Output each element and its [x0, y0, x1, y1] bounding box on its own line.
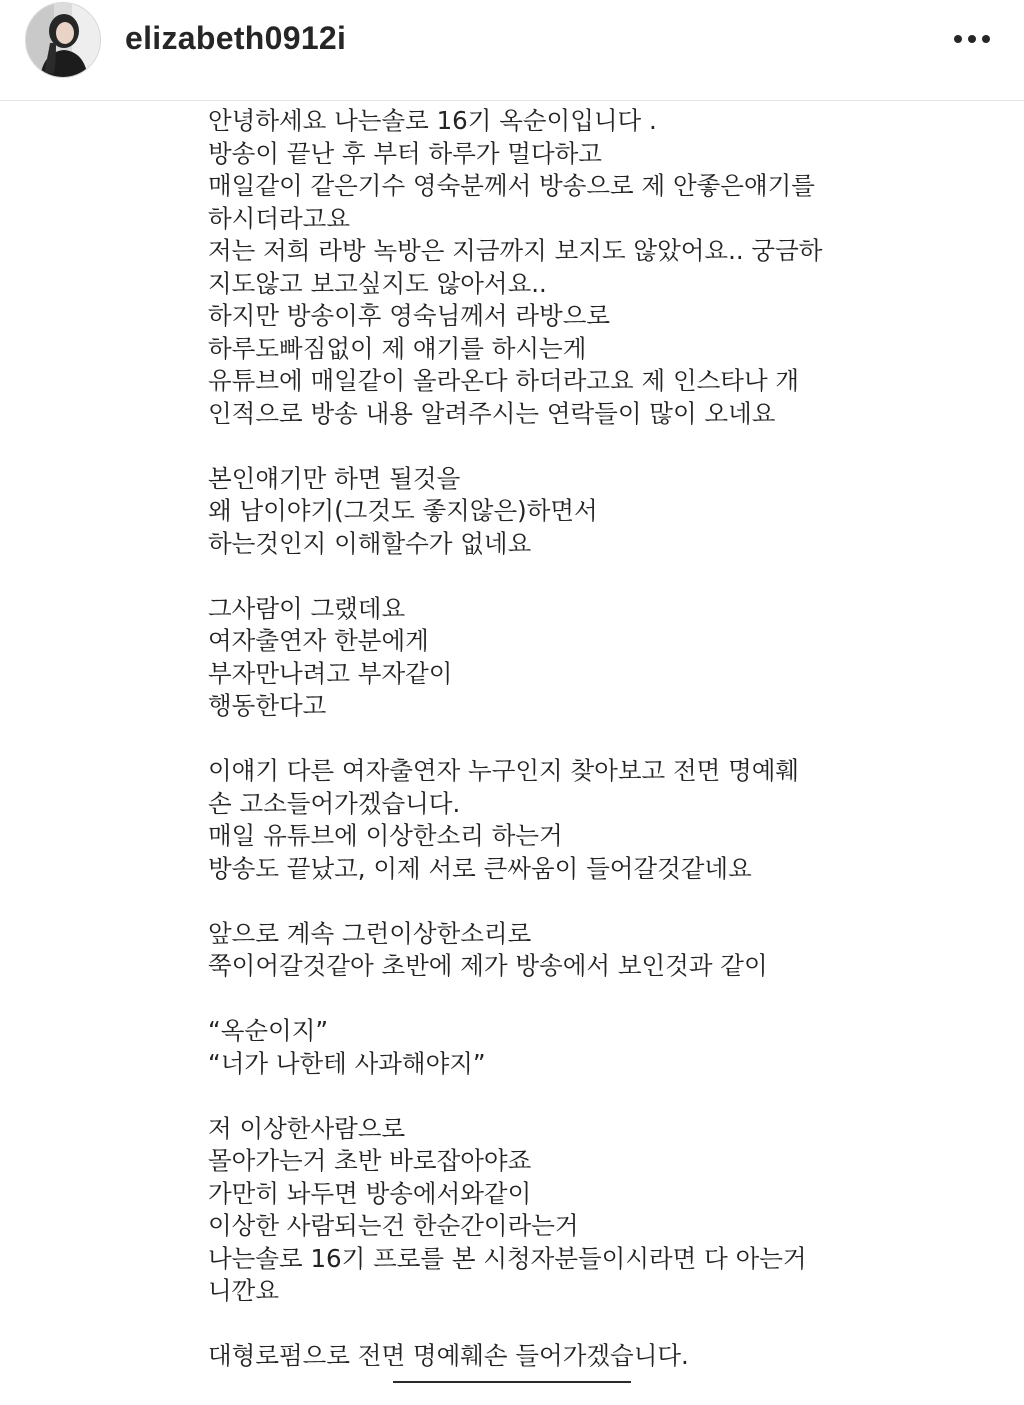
paragraph: [208, 918, 848, 983]
paragraph: [208, 463, 848, 561]
text-line: 몰아가는거 초반 바로잡아야죠: [208, 1146, 532, 1175]
text-line: 지도않고 보고싶지도 않아서요..: [208, 268, 547, 298]
text-line: 매일같이 같은기수 영숙분께서 방송으로 제 안좋은얘기를: [208, 171, 815, 200]
text-line: 손 고소들어가겠습니다.: [208, 788, 461, 818]
text-line: 여자출연자 한분에게: [208, 626, 429, 655]
post-text: [208, 105, 848, 1405]
text-divider: [393, 1381, 631, 1383]
text-line: “옥순이지”: [208, 1016, 329, 1045]
text-line: 방송도 끝났고, 이제 서로 큰싸움이 들어갈것같네요: [208, 853, 752, 883]
text-line: 나는솔로 16기 프로를 본 시청자분들이시라면 다 아는거: [208, 1243, 807, 1273]
text-line: “너가 나한테 사과해야지”: [208, 1048, 486, 1078]
text-line: 저는 저희 라방 녹방은 지금까지 보지도 않았어요.. 궁금하: [208, 236, 823, 265]
more-horizontal-icon: [944, 22, 1000, 56]
profile-photo-icon: [26, 3, 101, 78]
text-line: 가만히 놔두면 방송에서와같이: [208, 1178, 532, 1208]
text-line: 인적으로 방송 내용 알려주시는 연락들이 많이 오네요: [208, 398, 776, 428]
text-line: 방송이 끝난 후 부터 하루가 멀다하고: [208, 138, 602, 168]
profile-avatar[interactable]: [25, 2, 101, 78]
post-header: [0, 0, 1024, 101]
text-line: 행동한다고: [208, 691, 327, 720]
text-line: 이얘기 다른 여자출연자 누구인지 찾아보고 전면 명예훼: [208, 756, 800, 785]
text-line: 본인얘기만 하면 될것을: [208, 463, 461, 493]
text-line: 하시더라고요: [208, 203, 351, 233]
text-line: 쭉이어갈것같아 초반에 제가 방송에서 보인것과 같이: [208, 951, 768, 980]
text-line: 앞으로 계속 그런이상한소리로: [208, 918, 532, 948]
text-line: 대형로펌으로 전면 명예훼손 들어가겠습니다.: [208, 1341, 689, 1370]
paragraph: [208, 105, 848, 430]
text-line: 안녕하세요 나는솔로 16기 옥순이입니다 .: [208, 106, 657, 135]
text-line: 이상한 사람되는건 한순간이라는거: [208, 1211, 579, 1240]
text-line: 하는것인지 이해할수가 없네요: [208, 528, 532, 558]
text-line: 니깐요: [208, 1276, 280, 1305]
text-line: 매일 유튜브에 이상한소리 하는거: [208, 821, 563, 850]
text-line: 왜 남이야기(그것도 좋지않은)하면서: [208, 496, 598, 525]
text-line: 부자만나려고 부자같이: [208, 658, 453, 688]
text-line: 저 이상한사람으로: [208, 1113, 406, 1143]
text-line: 그사람이 그랬데요: [208, 593, 406, 623]
paragraph: [208, 593, 848, 723]
text-line: 하루도빠짐없이 제 얘기를 하시는게: [208, 333, 587, 363]
paragraph: [208, 1015, 848, 1080]
more-options-button[interactable]: [944, 22, 1000, 56]
text-line: 하지만 방송이후 영숙님께서 라방으로: [208, 301, 611, 330]
paragraph: [208, 1340, 848, 1373]
username[interactable]: elizabeth0912i: [125, 20, 347, 56]
paragraph: [208, 1113, 848, 1308]
text-line: 유튜브에 매일같이 올라온다 하더라고요 제 인스타나 개: [208, 366, 800, 395]
paragraph: [208, 755, 848, 885]
